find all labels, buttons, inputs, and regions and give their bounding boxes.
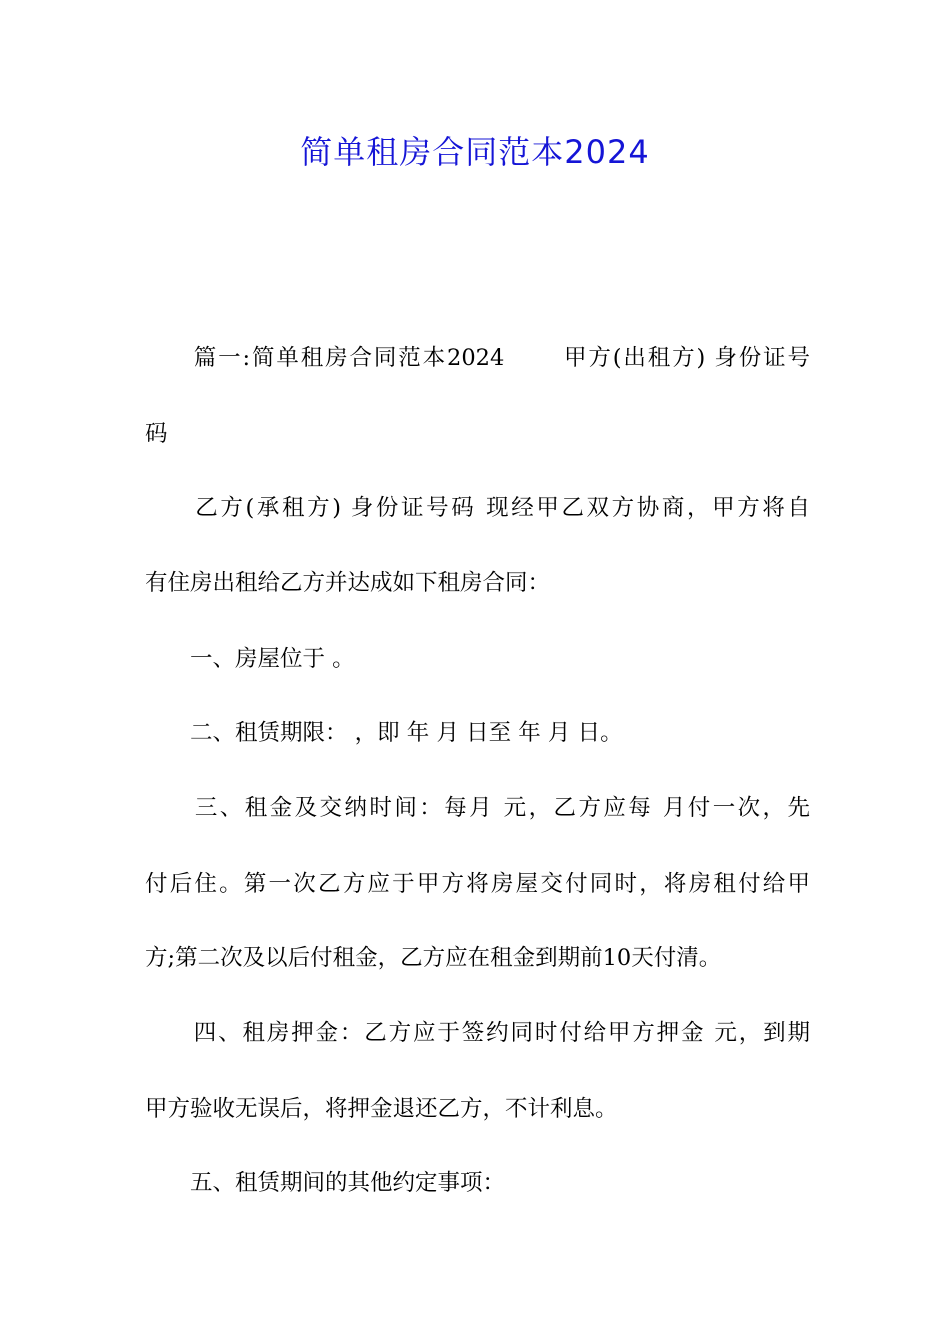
paragraph-line: 三、租金及交纳时间：每月 元，乙方应每 月付一次，先	[145, 795, 810, 821]
paragraph-line: 付后住。第一次乙方应于甲方将房屋交付同时，将房租付给甲	[145, 871, 810, 897]
paragraph-line: 甲方验收无误后，将押金退还乙方，不计利息。	[145, 1096, 618, 1122]
paragraph-line: 乙方(承租方) 身份证号码 现经甲乙双方协商，甲方将自	[145, 495, 810, 521]
paragraph-line: 四、租房押金：乙方应于签约同时付给甲方押金 元，到期	[145, 1020, 810, 1046]
document-title: 简单租房合同范本2024	[300, 133, 650, 171]
paragraph-line: 一、房屋位于 。	[145, 646, 355, 672]
paragraph-line: 篇一:简单租房合同范本2024 甲方(出租方) 身份证号	[145, 345, 810, 371]
paragraph-line: 有住房出租给乙方并达成如下租房合同：	[145, 570, 551, 596]
paragraph-line: 码	[145, 421, 168, 447]
paragraph-line: 二、租赁期限： ，即 年 月 日至 年 月 日。	[145, 720, 623, 746]
paragraph-line: 五、租赁期间的其他约定事项：	[145, 1170, 506, 1196]
paragraph-line: 方;第二次及以后付租金，乙方应在租金到期前10天付清。	[145, 945, 722, 971]
